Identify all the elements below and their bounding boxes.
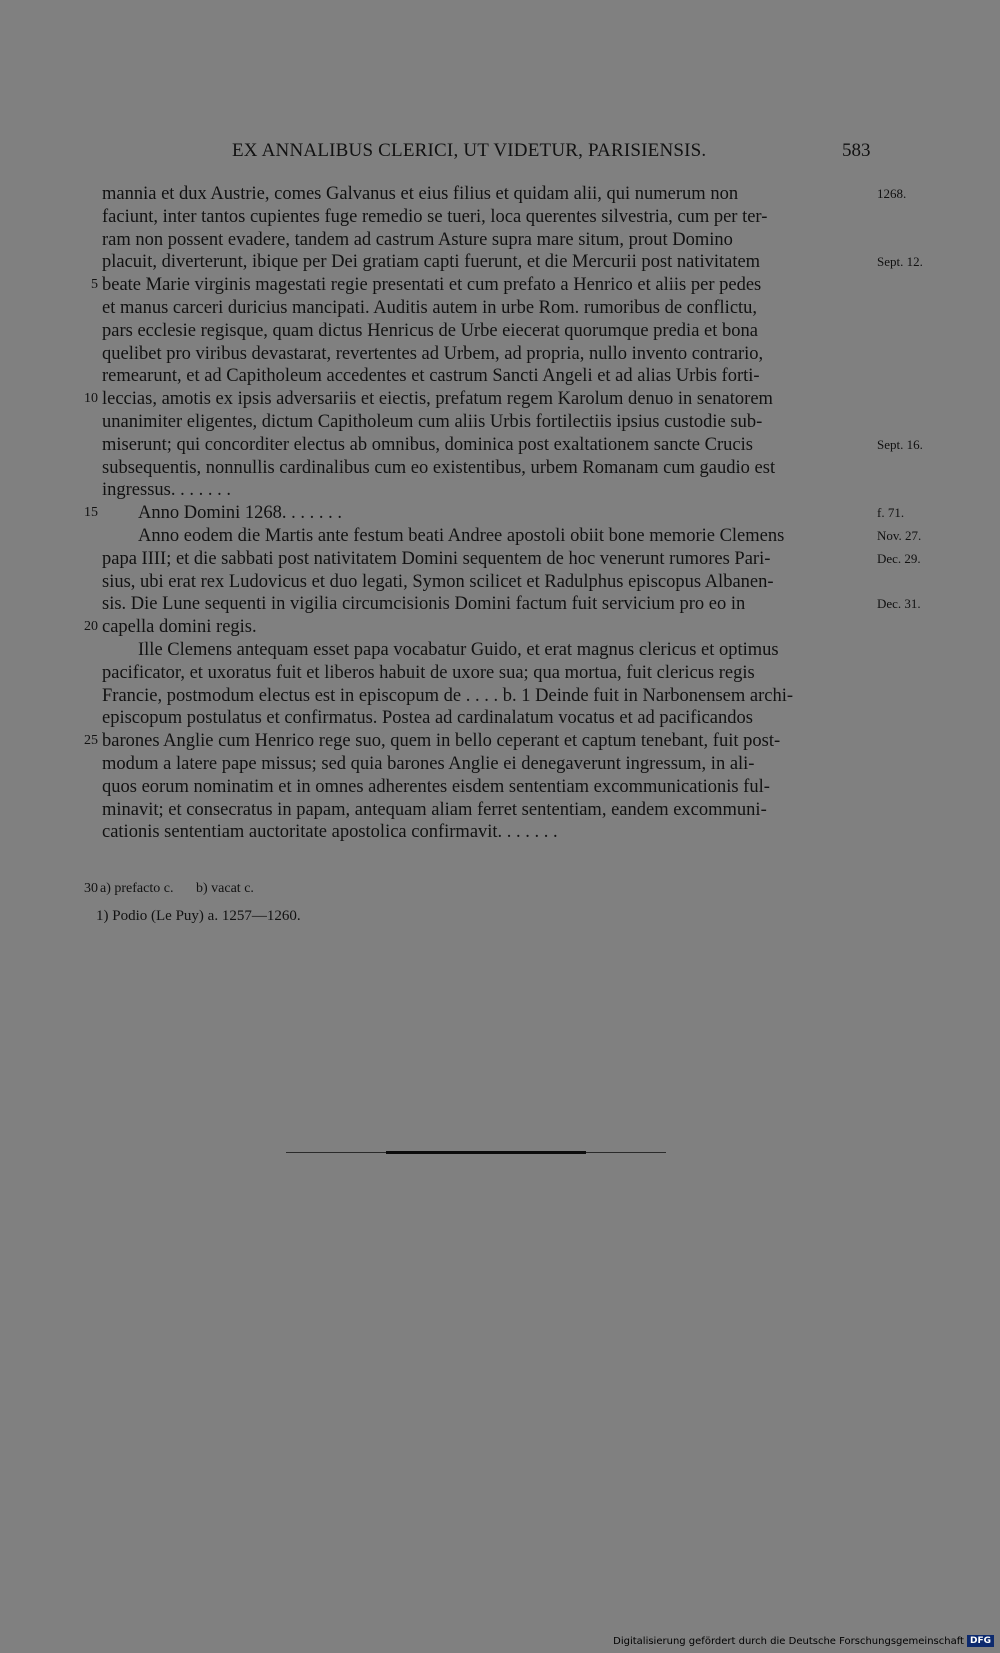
footnote-line (0, 878, 1000, 900)
line-text: subsequentis, nonnullis cardinalibus cum eo existentibus, urbem Romanam cum gaudio est (102, 457, 776, 478)
line-number: 30 (84, 881, 98, 896)
page-number: 583 (842, 140, 871, 161)
line-text: faciunt, inter tantos cupientes fuge remedio se tueri, loca querentes silvestria, cum per ter- (102, 206, 768, 227)
line-text: Anno Domini 1268. . . . . . . (138, 503, 343, 524)
text-line (0, 388, 1000, 411)
line-text: pars ecclesie regisque, quam dictus Henricus de Urbe eiecerat quorumque predia et bona (102, 320, 758, 341)
text-line (0, 707, 1000, 730)
line-text: unanimiter eligentes, dictum Capitholeum cum aliis Urbis fortilectiis ipsius custodie sub- (102, 411, 763, 432)
line-text: quelibet pro viribus devastarat, revertentes ad Urbem, ad propria, nullo invento contrario, (102, 343, 764, 364)
line-text: miserunt; qui concorditer electus ab omnibus, dominica post exaltationem sancte Crucis (102, 434, 753, 455)
footnote-a: a) prefacto c. (100, 881, 174, 896)
line-text: beate Marie virginis magestati regie presentati et cum prefato a Henrico et aliis per pedes (102, 275, 762, 296)
main-text (0, 183, 1000, 844)
text-line (0, 616, 1000, 639)
line-number: 25 (84, 733, 98, 749)
line-number: 15 (84, 505, 98, 521)
line-number: 10 (84, 391, 98, 407)
text-line (0, 251, 1000, 274)
text-line (0, 457, 1000, 480)
rule-thick (386, 1151, 586, 1154)
text-line (0, 662, 1000, 685)
line-text: et manus carceri duricius mancipati. Auditis autem in urbe Rom. rumoribus de conflictu, (102, 297, 758, 318)
line-text: Ille Clemens antequam esset papa vocabatur Guido, et erat magnus clericus et optimus (138, 639, 779, 660)
line-text: leccias, amotis ex ipsis adversariis et eiectis, prefatum regem Karolum denuo in senatorem (102, 389, 773, 410)
line-text: mannia et dux Austrie, comes Galvanus et eius filius et quidam alii, qui numerum non (102, 184, 739, 204)
margin-note: Dec. 29. (877, 550, 921, 566)
line-text: Francie, postmodum electus est in episcopum de . . . . b. 1 Deinde fuit in Narbonensem archi- (102, 685, 794, 706)
line-text: barones Anglie cum Henrico rege suo, quem in bello ceperant et captum tenebant, fuit post- (102, 731, 781, 752)
margin-note: Nov. 27. (877, 527, 922, 543)
text-line (0, 548, 1000, 571)
line-text: sius, ubi erat rex Ludovicus et duo legati, Symon scilicet et Radulphus episcopus Albanen- (102, 571, 774, 592)
line-text: sis. Die Lune sequenti in vigilia circumcisionis Domini factum fuit servicium pro eo in (102, 594, 746, 615)
line-text: pacificator, et uxoratus fuit et liberos habuit de uxore sua; qua mortua, fuit clericus regis (102, 662, 755, 683)
line-text: ram non possent evadere, tandem ad castrum Asture supra mare situm, prout Domino (102, 229, 733, 250)
text-line (0, 799, 1000, 822)
margin-note: 1268. (877, 186, 907, 201)
text-line (0, 183, 1000, 206)
line-number: 20 (84, 619, 98, 635)
footer-text: Digitalisierung gefördert durch die Deutsche Forschungsgemeinschaft (613, 1635, 964, 1647)
line-text: placuit, diverterunt, ibique per Dei gratiam capti fuerunt, et die Mercurii post nativitatem (102, 252, 761, 273)
text-line (0, 229, 1000, 252)
text-line (0, 776, 1000, 799)
margin-note: Dec. 31. (877, 596, 921, 612)
dfg-logo: DFG (967, 1635, 994, 1647)
line-text: ingressus. . . . . . . (102, 480, 231, 501)
line-text: quos eorum nominatim et in omnes adherentes eisdem sententiam excommunicationis ful- (102, 776, 770, 797)
line-text: papa IIII; et die sabbati post nativitatem Domini sequentem de hoc venerunt rumores Pari- (102, 548, 771, 569)
text-line (0, 411, 1000, 434)
line-number: 5 (91, 277, 98, 293)
footnotes (0, 878, 1000, 900)
line-text: capella domini regis. (102, 617, 257, 638)
text-line (0, 730, 1000, 753)
text-line (0, 571, 1000, 594)
text-line (0, 343, 1000, 366)
text-line (0, 206, 1000, 229)
text-line (0, 320, 1000, 343)
text-line (0, 297, 1000, 320)
margin-note: Sept. 12. (877, 254, 923, 270)
text-line (0, 593, 1000, 616)
text-line (0, 434, 1000, 457)
text-line (0, 639, 1000, 662)
line-text: remearunt, et ad Capitholeum accedentes et castrum Sancti Angeli et ad alias Urbis forti- (102, 366, 760, 387)
footnote-b: b) vacat c. (196, 881, 254, 896)
text-line (0, 753, 1000, 776)
page-end-rule (286, 1151, 666, 1155)
text-line (0, 274, 1000, 297)
line-text: Anno eodem die Martis ante festum beati Andree apostoli obiit bone memorie Clemens (138, 525, 785, 546)
margin-note: f. 71. (877, 505, 905, 521)
text-line (0, 525, 1000, 548)
text-line (0, 479, 1000, 502)
line-text: minavit; et consecratus in papam, antequam aliam ferret sententiam, eandem excommuni- (102, 799, 767, 820)
text-line (0, 685, 1000, 708)
margin-note: Sept. 16. (877, 436, 923, 452)
running-title: EX ANNALIBUS CLERICI, UT VIDETUR, PARISIENSIS. (232, 140, 707, 161)
text-line (0, 502, 1000, 525)
editor-note: 1) Podio (Le Puy) a. 1257—1260. (96, 908, 301, 924)
text-line (0, 821, 1000, 844)
line-text: cationis sententiam auctoritate apostolica confirmavit. . . . . . . (102, 822, 558, 843)
text-line (0, 365, 1000, 388)
line-text: episcopum postulatus et confirmatus. Postea ad cardinalatum vocatus et ad pacificandos (102, 708, 753, 729)
line-text: modum a latere pape missus; sed quia barones Anglie ei denegaverunt ingressum, in ali- (102, 753, 755, 774)
footer-credit (613, 1635, 994, 1647)
